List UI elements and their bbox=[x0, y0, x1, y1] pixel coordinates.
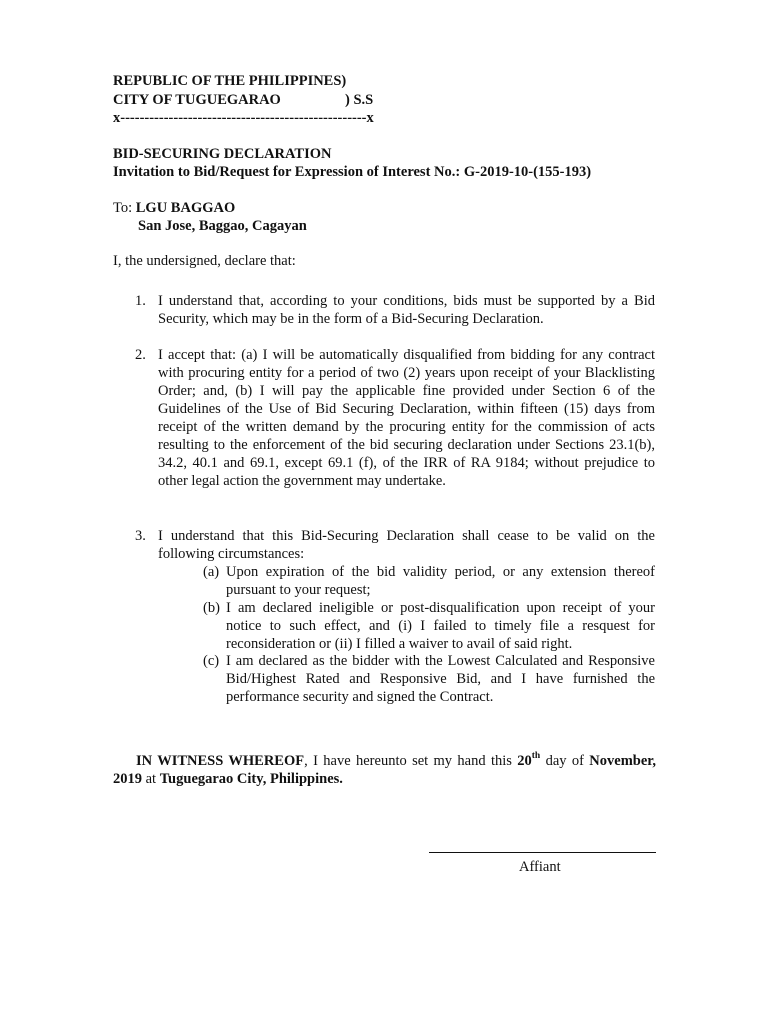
item-text: I accept that: (a) I will be automatically disqualified from bidding for any contract with procuring entity for a period of two (2) years upon receipt of your Blacklisting Order; and, (b) I will pay the applicable fine provided under Section 6 of the Guidelines of the Use of Bid Securing Declaration, within fifteen (15) days from receipt of the written demand by the procuring entity for the commission of acts resulting to the enforcement of the bid securing declaration under Sections 23.1(b), 34.2, 40.1 and 69.1, except 69.1 (f), of the IRR of RA 9184; without prejudice to other legal action the government may undertake. bbox=[158, 347, 655, 489]
addressee-name: LGU BAGGAO bbox=[135, 200, 236, 216]
item-number: 1. bbox=[135, 293, 146, 309]
subitem-label: (a) bbox=[203, 564, 220, 580]
item-text: I understand that, according to your conditions, bids must be supported by a Bid Security, which may be in the form of a Bid-Securing Declaration. bbox=[158, 293, 655, 327]
item-number: 3. bbox=[135, 528, 146, 544]
witness-month: November, bbox=[589, 753, 657, 769]
signature-line bbox=[429, 852, 656, 853]
item-text: I understand that this Bid-Securing Declaration shall cease to be valid on the following circumstances: bbox=[158, 528, 655, 562]
addressee-address: San Jose, Baggao, Cagayan bbox=[138, 218, 307, 234]
subitem-label: (c) bbox=[203, 653, 220, 669]
addressee-line bbox=[113, 199, 235, 217]
subitem-text: I am declared as the bidder with the Lowest Calculated and Responsive Bid/Highest Rated and Responsive Bid, and I have furnished the performance security and signed the Contract. bbox=[226, 653, 655, 705]
witness-place: Tuguegarao City, Philippines. bbox=[159, 771, 343, 787]
header-city: CITY OF TUGUEGARAO bbox=[113, 92, 281, 108]
witness-paragraph bbox=[113, 752, 656, 788]
subitem-text: Upon expiration of the bid validity period, or any extension thereof pursuant to your request; bbox=[226, 564, 655, 598]
signature-label: Affiant bbox=[519, 859, 561, 875]
subitem-label: (b) bbox=[203, 600, 220, 616]
witness-lead: IN WITNESS WHEREOF bbox=[136, 753, 305, 769]
witness-text-3: at bbox=[142, 771, 160, 787]
witness-text-1: , I have hereunto set my hand this bbox=[304, 753, 518, 769]
header-republic: REPUBLIC OF THE PHILIPPINES) bbox=[113, 73, 347, 89]
item-number: 2. bbox=[135, 347, 146, 363]
subitem-text: I am declared ineligible or post-disqualification upon receipt of your notice to such effect, and (i) I failed to timely file a resquest for reconsideration or (ii) I filled a waiver to avail of said right. bbox=[226, 600, 655, 652]
document-title: BID-SECURING DECLARATION bbox=[113, 146, 332, 162]
witness-year: 2019 bbox=[113, 771, 142, 787]
addressee-prefix: To: bbox=[113, 200, 133, 216]
witness-text-2: day of bbox=[540, 753, 590, 769]
header-ss: ) S.S bbox=[345, 92, 374, 108]
header-separator: x---------------------------------------------------x bbox=[113, 110, 374, 126]
intro-text: I, the undersigned, declare that: bbox=[113, 253, 296, 269]
document-subtitle: Invitation to Bid/Request for Expression of Interest No.: G-2019-10-(155-193) bbox=[113, 164, 592, 180]
witness-day: 20th bbox=[517, 751, 541, 769]
